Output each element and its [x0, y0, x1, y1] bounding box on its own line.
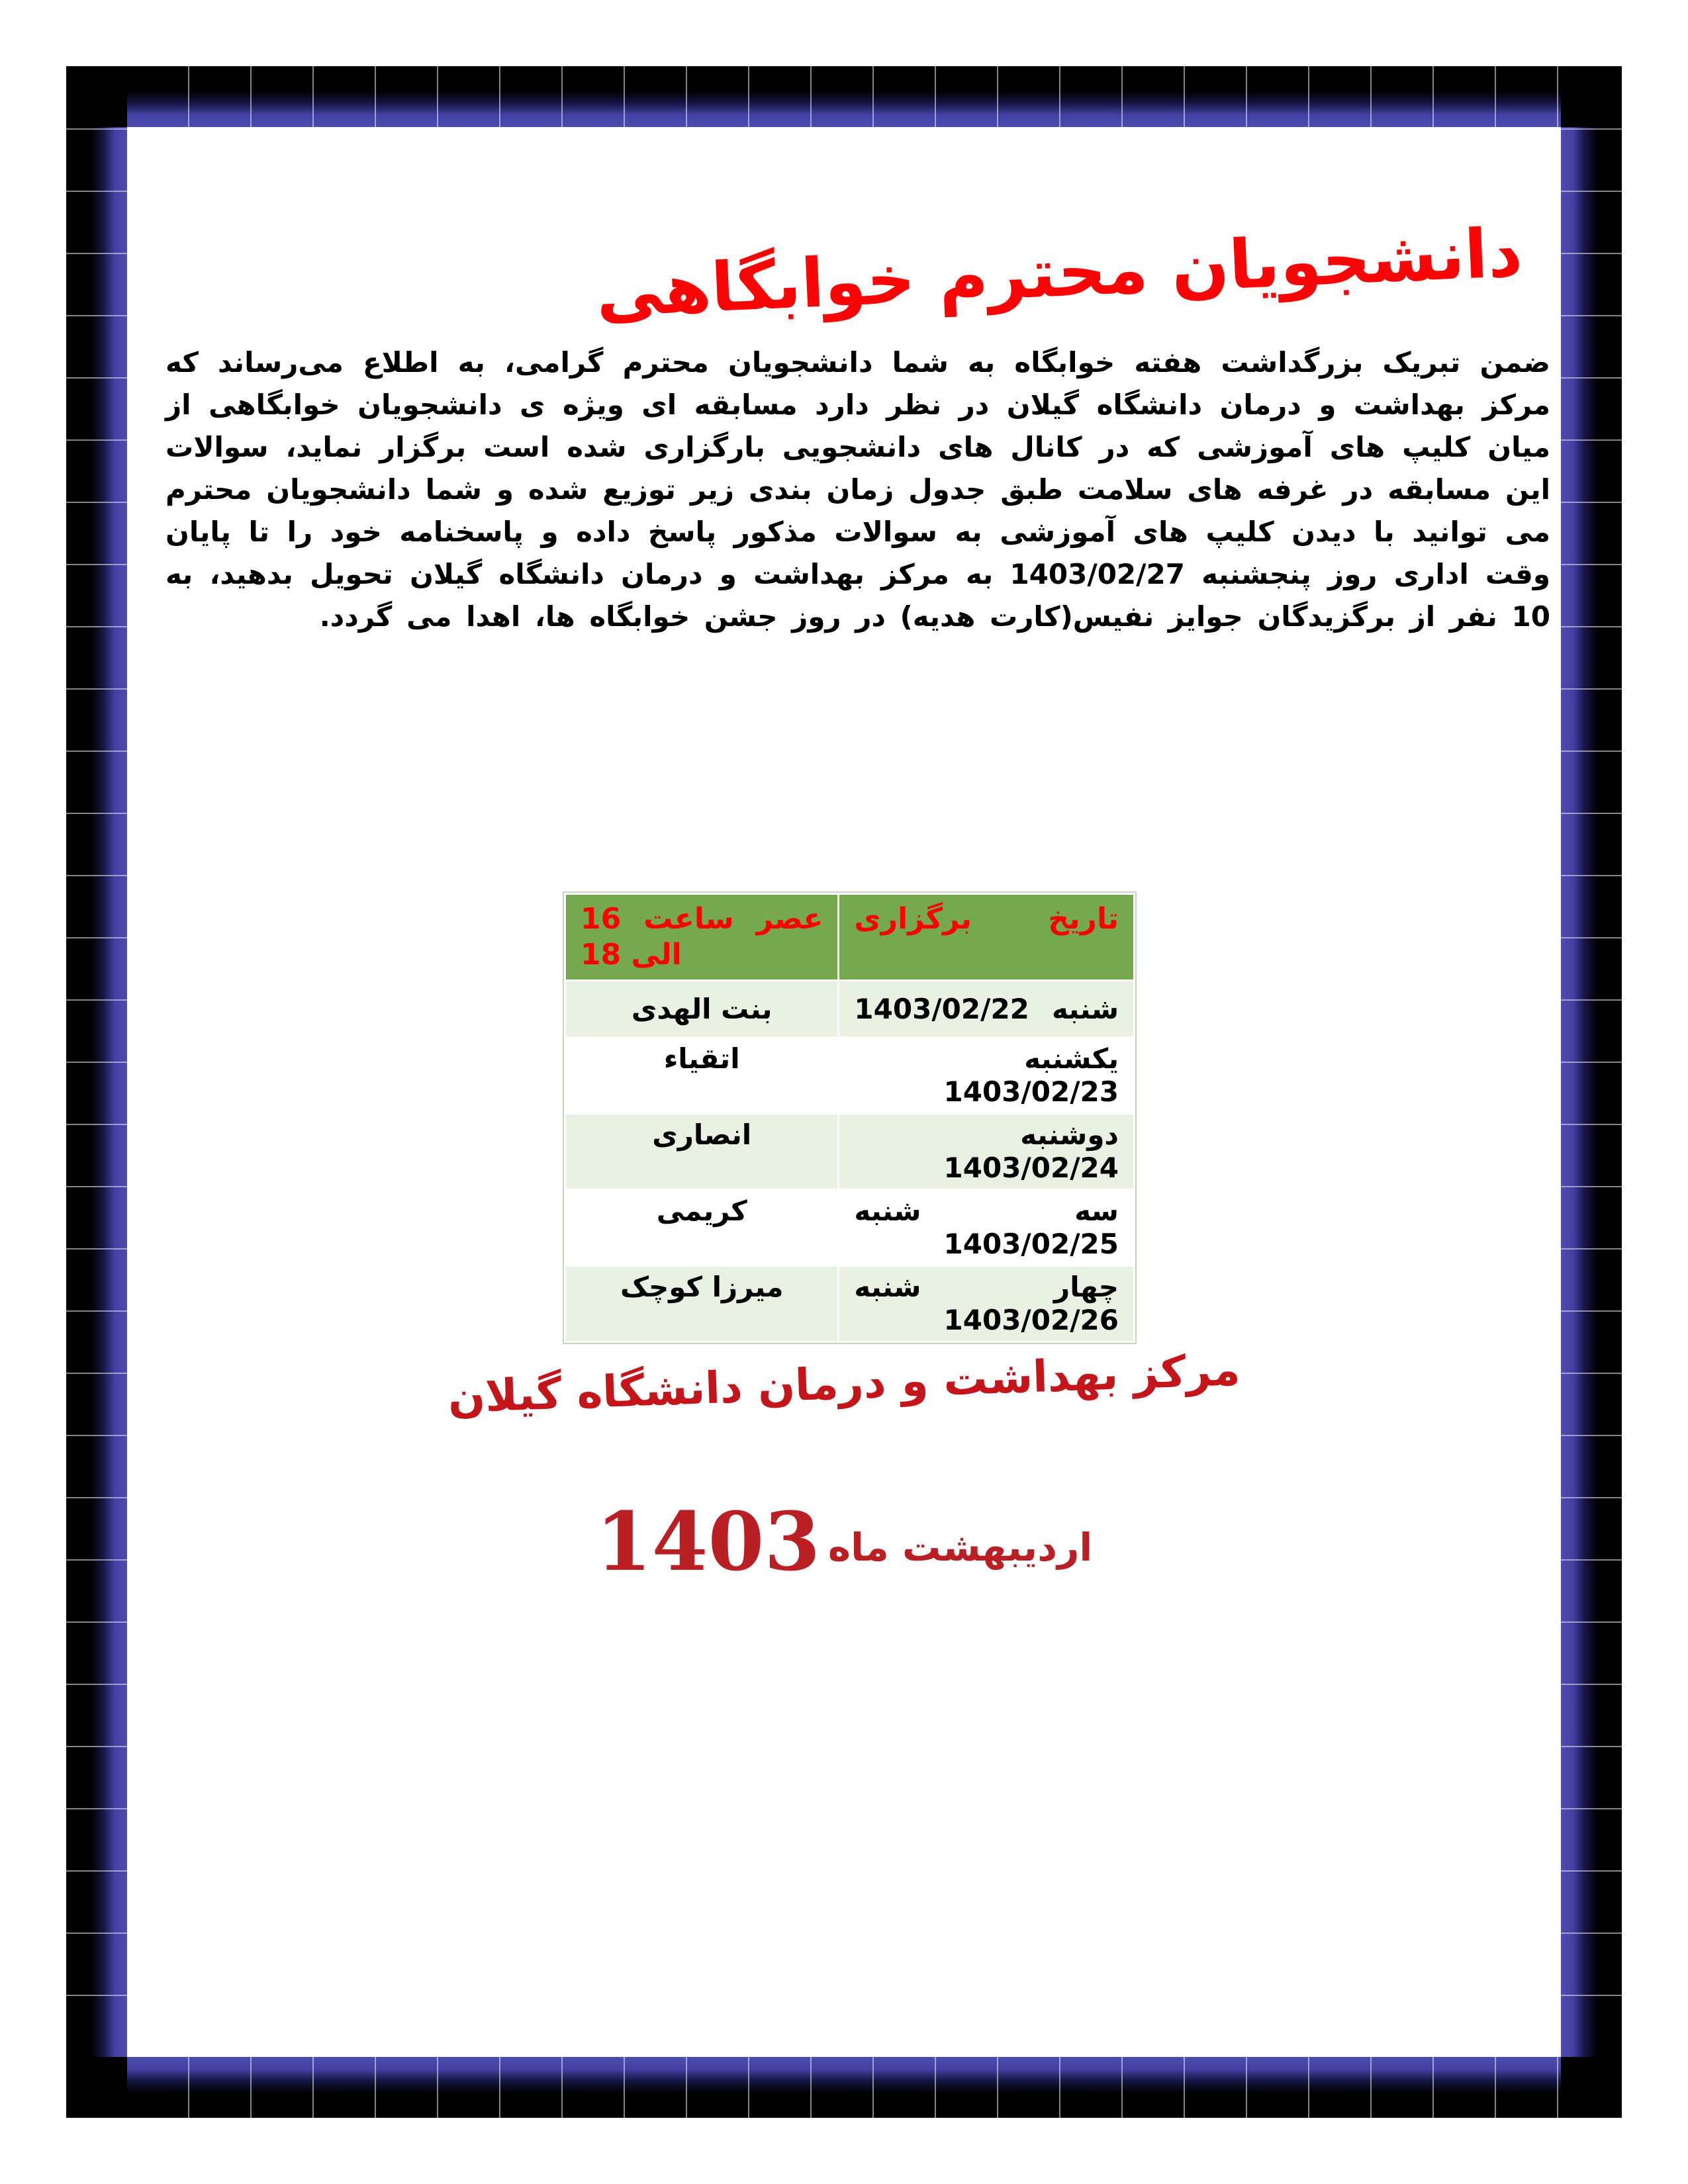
session-date: 1403/02/23 — [943, 1075, 1119, 1108]
frame-corner-bottom-right — [1561, 2057, 1622, 2118]
session-day: یکشنبه — [1024, 1042, 1119, 1075]
column-header-time — [565, 894, 839, 981]
session-date-cell — [839, 981, 1135, 1038]
footer-year: 1403 — [595, 1494, 821, 1589]
column-header-time-line1: عصر ساعت 16 — [581, 902, 823, 936]
dormitory-name-cell: اتقیاء — [565, 1038, 839, 1114]
schedule-row — [565, 981, 1135, 1038]
dormitory-name-cell: بنت الهدی — [565, 981, 839, 1038]
session-date: 1403/02/24 — [943, 1152, 1119, 1184]
frame-band-top — [127, 66, 1561, 127]
dormitory-name-cell: کریمی — [565, 1190, 839, 1266]
session-date-cell — [839, 1038, 1135, 1114]
session-date-cell — [839, 1114, 1135, 1190]
frame-band-right — [1561, 127, 1622, 2057]
session-date-cell — [839, 1190, 1135, 1266]
frame-band-bottom — [127, 2057, 1561, 2118]
session-date-cell — [839, 1266, 1135, 1342]
schedule-rows — [565, 981, 1135, 1342]
session-date: 1403/02/26 — [943, 1304, 1119, 1336]
schedule-row — [565, 1190, 1135, 1266]
schedule-table — [563, 891, 1137, 1344]
frame-corner-top-right — [1561, 66, 1622, 127]
column-header-time-line2: الی 18 — [581, 938, 682, 972]
table-header-row — [565, 894, 1135, 981]
frame-band-left — [66, 127, 127, 2057]
schedule-table-grid — [564, 893, 1135, 1343]
column-header-date — [839, 894, 1135, 981]
frame-corner-top-left — [66, 66, 127, 127]
session-day: شنبه — [1051, 992, 1119, 1025]
session-day: دوشنبه — [1020, 1118, 1119, 1151]
dormitory-name-cell: انصاری — [565, 1114, 839, 1190]
footer-organization: مرکز بهداشت و درمان دانشگاه گیلان — [447, 1344, 1241, 1423]
footer-date — [0, 1494, 1688, 1589]
announcement-paragraph: ضمن تبریک بزرگداشت هفته خوابگاه به شما دانشجویان محترم گرامی، به اطلاع می‌رساند که مرکز بهداشت و درمان دانشگاه گیلان در نظر دارد مسابقه ای ویژه ی دانشجویان خوابگاهی از میان کلیپ های آموزشی که در کانال های دانشجویی بارگزاری شده است برگزار نماید، سوالات این مسابقه در غرفه های سلامت طبق جدول زمان بندی زیر توزیع شده و شما دانشجویان محترم می توانید با دیدن کلیپ های آموزشی به سوالات مذکور پاسخ داده و پاسخنامه خود را تا پایان وقت اداری روز پنجشنبه 1403/02/27 به مرکز بهداشت و درمان دانشگاه گیلان تحویل بدهید، به 10 نفر از برگزیدگان جوایز نفیس(کارت هدیه) در روز جشن خوابگاه ها، اهدا می گردد. — [165, 346, 1550, 633]
session-date: 1403/02/25 — [943, 1228, 1119, 1260]
page-title: دانشجویان محترم خوابگاهی — [594, 213, 1524, 333]
schedule-row — [565, 1114, 1135, 1190]
schedule-row — [565, 1266, 1135, 1342]
session-day: چهار شنبه — [854, 1271, 1119, 1303]
session-day: سه شنبه — [854, 1195, 1119, 1227]
column-header-date-label: تاریخ برگزاری — [854, 902, 1119, 936]
frame-corner-bottom-left — [66, 2057, 127, 2118]
dormitory-name-cell: میرزا کوچک — [565, 1266, 839, 1342]
session-date: 1403/02/22 — [854, 992, 1029, 1025]
schedule-row — [565, 1038, 1135, 1114]
footer-month-label: اردیبهشت ماه — [827, 1525, 1093, 1570]
